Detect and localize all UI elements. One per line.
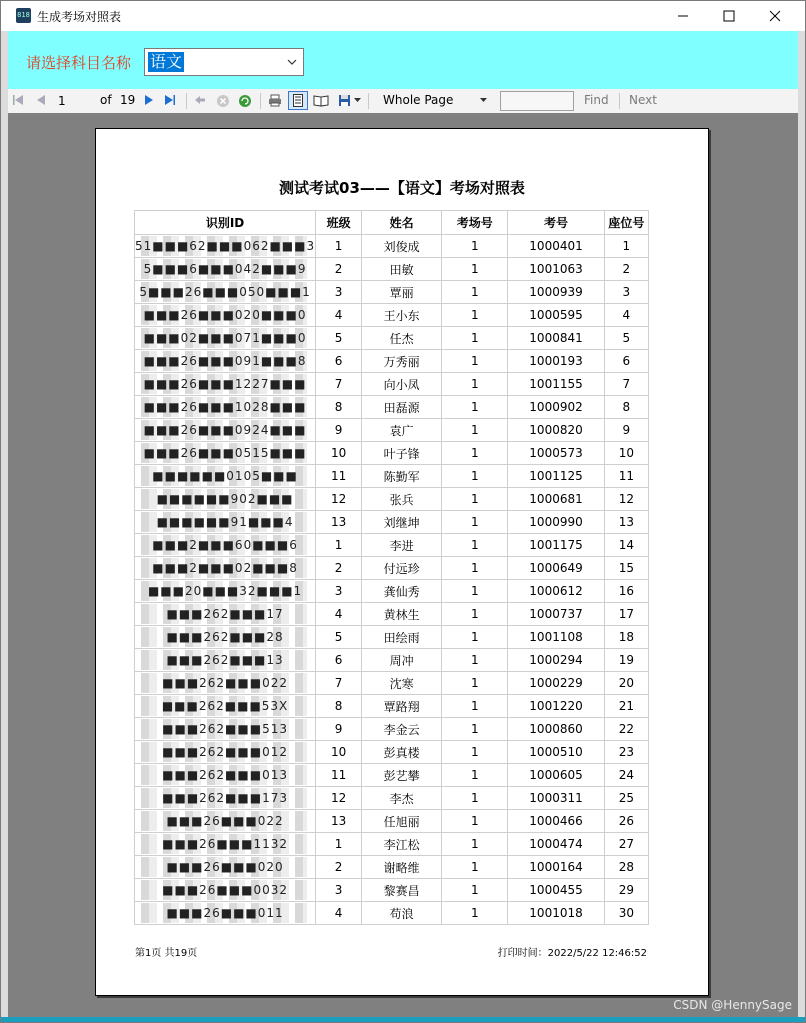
identification-id-text: ■■■26■■■0924■■■	[143, 423, 307, 437]
identification-id-text: 51■■■62■■■062■■■3	[135, 239, 316, 253]
table-row	[135, 672, 649, 695]
find-input[interactable]	[500, 91, 574, 111]
seat-number-cell: 12	[604, 488, 648, 511]
column-header: 座位号	[604, 211, 648, 235]
identification-id-text: ■■■2■■■02■■■8	[152, 561, 298, 575]
toolbar-separator	[619, 93, 620, 109]
last-page-icon[interactable]	[164, 94, 176, 106]
identification-id-text: ■■■26■■■0515■■■	[143, 446, 307, 460]
exam-number-cell: 1000841	[508, 327, 604, 350]
identification-id-text: ■■■■■■902■■■	[156, 492, 294, 506]
exam-number-cell: 1001108	[508, 626, 604, 649]
exam-room-cell: 1	[442, 810, 508, 833]
seat-number-cell: 1	[604, 235, 648, 258]
student-name-cell: 付远珍	[362, 557, 442, 580]
student-name-cell: 任旭丽	[362, 810, 442, 833]
exam-room-cell: 1	[442, 787, 508, 810]
exam-room-cell: 1	[442, 465, 508, 488]
identification-id-cell	[135, 327, 316, 350]
class-cell: 8	[316, 396, 362, 419]
exam-room-cell: 1	[442, 511, 508, 534]
exam-room-cell: 1	[442, 534, 508, 557]
toolbar-separator	[260, 93, 261, 109]
exam-number-cell: 1001220	[508, 695, 604, 718]
identification-id-text: ■■■26■■■1227■■■	[143, 377, 307, 391]
previous-page-icon[interactable]	[36, 94, 46, 106]
exam-number-cell: 1000612	[508, 580, 604, 603]
identification-id-cell	[135, 810, 316, 833]
student-name-cell: 沈寒	[362, 672, 442, 695]
identification-id-cell	[135, 350, 316, 373]
exam-number-cell: 1000939	[508, 281, 604, 304]
class-cell: 12	[316, 787, 362, 810]
exam-number-cell: 1000510	[508, 741, 604, 764]
stop-icon[interactable]	[216, 94, 230, 108]
exam-room-cell: 1	[442, 879, 508, 902]
student-name-cell: 田磊源	[362, 396, 442, 419]
report-page	[95, 128, 709, 996]
exam-room-cell: 1	[442, 488, 508, 511]
identification-id-text: ■■■262■■■012	[162, 745, 288, 759]
exam-room-cell: 1	[442, 626, 508, 649]
maximize-button[interactable]	[706, 0, 752, 31]
table-row	[135, 833, 649, 856]
class-cell: 10	[316, 442, 362, 465]
identification-id-text: ■■■26■■■020	[166, 860, 284, 874]
exam-number-cell: 1000990	[508, 511, 604, 534]
identification-id-text: ■■■26■■■011	[166, 906, 284, 920]
identification-id-text: ■■■02■■■071■■■0	[143, 331, 307, 345]
exam-number-cell: 1001018	[508, 902, 604, 925]
identification-id-cell	[135, 787, 316, 810]
table-row	[135, 787, 649, 810]
student-name-cell: 彭真楼	[362, 741, 442, 764]
table-row	[135, 741, 649, 764]
student-name-cell: 黎赛昌	[362, 879, 442, 902]
student-name-cell: 彭艺攀	[362, 764, 442, 787]
table-row	[135, 304, 649, 327]
seat-number-cell: 14	[604, 534, 648, 557]
identification-id-cell	[135, 465, 316, 488]
student-name-cell: 覃路翔	[362, 695, 442, 718]
exam-room-cell: 1	[442, 603, 508, 626]
table-row	[135, 488, 649, 511]
exam-number-cell: 1000860	[508, 718, 604, 741]
table-row	[135, 419, 649, 442]
student-name-cell: 李杰	[362, 787, 442, 810]
exam-number-cell: 1000902	[508, 396, 604, 419]
seat-number-cell: 22	[604, 718, 648, 741]
page-layout-icon	[293, 94, 303, 107]
class-cell: 5	[316, 327, 362, 350]
seat-number-cell: 13	[604, 511, 648, 534]
subject-selected-value: 语文	[150, 52, 183, 71]
close-button[interactable]	[752, 0, 798, 31]
seat-number-cell: 8	[604, 396, 648, 419]
exam-number-cell: 1000605	[508, 764, 604, 787]
seat-number-cell: 19	[604, 649, 648, 672]
filter-bar	[8, 31, 798, 89]
table-row	[135, 350, 649, 373]
table-row	[135, 603, 649, 626]
seat-number-cell: 11	[604, 465, 648, 488]
seat-number-cell: 26	[604, 810, 648, 833]
export-icon[interactable]	[338, 94, 352, 108]
class-cell: 13	[316, 810, 362, 833]
student-name-cell: 李金云	[362, 718, 442, 741]
exam-number-cell: 1000193	[508, 350, 604, 373]
identification-id-cell	[135, 741, 316, 764]
seat-number-cell: 3	[604, 281, 648, 304]
seat-number-cell: 25	[604, 787, 648, 810]
identification-id-cell	[135, 580, 316, 603]
exam-room-cell: 1	[442, 741, 508, 764]
class-cell: 12	[316, 488, 362, 511]
seat-number-cell: 15	[604, 557, 648, 580]
identification-id-cell	[135, 258, 316, 281]
identification-id-text: ■■■262■■■173	[162, 791, 288, 805]
identification-id-cell	[135, 764, 316, 787]
identification-id-cell	[135, 534, 316, 557]
class-cell: 3	[316, 580, 362, 603]
exam-number-cell: 1000737	[508, 603, 604, 626]
identification-id-text: ■■■262■■■022	[162, 676, 288, 690]
exam-number-cell: 1000474	[508, 833, 604, 856]
identification-id-cell	[135, 373, 316, 396]
identification-id-cell	[135, 419, 316, 442]
exam-room-cell: 1	[442, 902, 508, 925]
identification-id-text: ■■■26■■■0032	[162, 883, 288, 897]
identification-id-cell	[135, 649, 316, 672]
exam-room-cell: 1	[442, 419, 508, 442]
seat-number-cell: 30	[604, 902, 648, 925]
identification-id-cell	[135, 511, 316, 534]
exam-number-cell: 1000164	[508, 856, 604, 879]
exam-number-cell: 1000573	[508, 442, 604, 465]
class-cell: 11	[316, 465, 362, 488]
page-number-input[interactable]: 1	[58, 94, 66, 108]
table-row	[135, 281, 649, 304]
find-next-button[interactable]: Next	[629, 93, 657, 107]
exam-room-cell: 1	[442, 557, 508, 580]
exam-number-cell: 1000681	[508, 488, 604, 511]
identification-id-cell	[135, 879, 316, 902]
table-row	[135, 557, 649, 580]
class-cell: 10	[316, 741, 362, 764]
student-name-cell: 谢略维	[362, 856, 442, 879]
identification-id-text: ■■■26■■■020■■■0	[143, 308, 307, 322]
class-cell: 1	[316, 534, 362, 557]
table-row	[135, 373, 649, 396]
identification-id-text: ■■■262■■■28	[166, 630, 284, 644]
seat-number-cell: 7	[604, 373, 648, 396]
refresh-icon[interactable]	[238, 94, 252, 108]
identification-id-text: ■■■2■■■60■■■6	[152, 538, 298, 552]
table-row	[135, 695, 649, 718]
student-name-cell: 张兵	[362, 488, 442, 511]
watermark: CSDN @HennySage	[673, 998, 792, 1012]
identification-id-cell	[135, 442, 316, 465]
class-cell: 11	[316, 764, 362, 787]
exam-room-cell: 1	[442, 350, 508, 373]
student-name-cell: 王小东	[362, 304, 442, 327]
student-name-cell: 周冲	[362, 649, 442, 672]
subject-select[interactable]	[144, 48, 304, 76]
exam-room-cell: 1	[442, 304, 508, 327]
identification-id-text: ■■■262■■■013	[162, 768, 288, 782]
class-cell: 2	[316, 856, 362, 879]
class-cell: 3	[316, 281, 362, 304]
exam-number-cell: 1001125	[508, 465, 604, 488]
of-label: of	[100, 93, 112, 107]
student-name-cell: 黄林生	[362, 603, 442, 626]
exam-number-cell: 1000401	[508, 235, 604, 258]
exam-room-cell: 1	[442, 281, 508, 304]
exam-number-cell: 1000649	[508, 557, 604, 580]
bottom-border	[0, 1017, 806, 1023]
student-name-cell: 陈勤军	[362, 465, 442, 488]
zoom-dropdown-icon[interactable]	[480, 98, 487, 103]
close-icon	[769, 10, 781, 22]
identification-id-cell	[135, 902, 316, 925]
identification-id-cell	[135, 695, 316, 718]
exam-number-cell: 1000229	[508, 672, 604, 695]
title-bar	[0, 0, 806, 31]
seat-number-cell: 16	[604, 580, 648, 603]
report-title: 测试考试03——【语文】考场对照表	[279, 179, 525, 197]
seat-number-cell: 23	[604, 741, 648, 764]
seat-number-cell: 28	[604, 856, 648, 879]
identification-id-cell	[135, 396, 316, 419]
table-row	[135, 396, 649, 419]
class-cell: 8	[316, 695, 362, 718]
exam-number-cell: 1000820	[508, 419, 604, 442]
exam-number-cell: 1000294	[508, 649, 604, 672]
column-header: 班级	[316, 211, 362, 235]
class-cell: 3	[316, 879, 362, 902]
column-header: 姓名	[362, 211, 442, 235]
print-time-footer: 打印时间：2022/5/22 12:46:52	[497, 948, 647, 959]
exam-room-cell: 1	[442, 856, 508, 879]
total-pages: 19	[120, 93, 136, 107]
exam-room-cell: 1	[442, 672, 508, 695]
seat-number-cell: 4	[604, 304, 648, 327]
identification-id-cell	[135, 281, 316, 304]
identification-id-text: 5■■■6■■■042■■■9	[143, 262, 307, 276]
exam-room-cell: 1	[442, 833, 508, 856]
table-row	[135, 879, 649, 902]
exam-number-cell: 1000455	[508, 879, 604, 902]
student-name-cell: 覃丽	[362, 281, 442, 304]
identification-id-text: ■■■262■■■13	[166, 653, 284, 667]
identification-id-cell	[135, 672, 316, 695]
seat-number-cell: 17	[604, 603, 648, 626]
exam-number-cell: 1000311	[508, 787, 604, 810]
exam-room-cell: 1	[442, 580, 508, 603]
seat-number-cell: 21	[604, 695, 648, 718]
table-row	[135, 649, 649, 672]
seat-number-cell: 10	[604, 442, 648, 465]
identification-id-cell	[135, 833, 316, 856]
class-cell: 4	[316, 603, 362, 626]
exam-room-cell: 1	[442, 718, 508, 741]
seat-number-cell: 2	[604, 258, 648, 281]
exam-number-cell: 1001155	[508, 373, 604, 396]
class-cell: 7	[316, 672, 362, 695]
minimize-icon	[677, 10, 689, 22]
table-row	[135, 902, 649, 925]
student-name-cell: 向小凤	[362, 373, 442, 396]
identification-id-cell	[135, 603, 316, 626]
exam-room-cell: 1	[442, 258, 508, 281]
student-name-cell: 龚仙秀	[362, 580, 442, 603]
table-row	[135, 327, 649, 350]
column-header: 识别ID	[135, 211, 316, 235]
class-cell: 4	[316, 304, 362, 327]
student-name-cell: 田绘雨	[362, 626, 442, 649]
seat-number-cell: 27	[604, 833, 648, 856]
table-row	[135, 718, 649, 741]
class-cell: 1	[316, 235, 362, 258]
zoom-select[interactable]: Whole Page	[383, 93, 454, 107]
subject-label: 请选择科目名称	[26, 54, 132, 72]
student-name-cell: 万秀丽	[362, 350, 442, 373]
class-cell: 2	[316, 258, 362, 281]
table-row	[135, 580, 649, 603]
identification-id-text: ■■■26■■■091■■■8	[143, 354, 307, 368]
student-name-cell: 刘继坤	[362, 511, 442, 534]
seat-number-cell: 20	[604, 672, 648, 695]
exam-room-cell: 1	[442, 373, 508, 396]
table-row	[135, 258, 649, 281]
exam-number-cell: 1000466	[508, 810, 604, 833]
app-icon: 818	[16, 8, 31, 23]
identification-id-cell	[135, 718, 316, 741]
class-cell: 13	[316, 511, 362, 534]
table-row	[135, 465, 649, 488]
table-row	[135, 626, 649, 649]
find-button[interactable]: Find	[584, 93, 609, 107]
exam-room-cell: 1	[442, 442, 508, 465]
minimize-button[interactable]	[660, 0, 706, 31]
exam-room-cell: 1	[442, 695, 508, 718]
class-cell: 6	[316, 350, 362, 373]
identification-id-cell	[135, 235, 316, 258]
identification-id-text: ■■■26■■■1028■■■	[143, 400, 307, 414]
student-name-cell: 任杰	[362, 327, 442, 350]
student-name-cell: 刘俊成	[362, 235, 442, 258]
identification-id-cell	[135, 557, 316, 580]
column-header: 考号	[508, 211, 604, 235]
class-cell: 9	[316, 419, 362, 442]
page-count-footer: 第1页 共19页	[135, 948, 198, 959]
class-cell: 1	[316, 833, 362, 856]
identification-id-cell	[135, 626, 316, 649]
back-icon[interactable]	[194, 94, 206, 106]
class-cell: 5	[316, 626, 362, 649]
seat-number-cell: 5	[604, 327, 648, 350]
first-page-icon[interactable]	[12, 94, 24, 106]
exam-number-cell: 1000595	[508, 304, 604, 327]
exam-room-cell: 1	[442, 764, 508, 787]
seat-number-cell: 6	[604, 350, 648, 373]
student-name-cell: 李江松	[362, 833, 442, 856]
identification-id-text: ■■■26■■■022	[166, 814, 284, 828]
next-page-icon[interactable]	[144, 94, 154, 106]
maximize-icon	[723, 10, 735, 22]
seat-number-cell: 29	[604, 879, 648, 902]
chevron-down-icon	[287, 59, 297, 65]
student-name-cell: 袁广	[362, 419, 442, 442]
toolbar-separator	[368, 93, 369, 109]
column-header: 考场号	[442, 211, 508, 235]
export-dropdown-icon[interactable]	[354, 98, 361, 103]
identification-id-text: ■■■262■■■513	[162, 722, 288, 736]
page-setup-icon[interactable]	[313, 94, 329, 107]
exam-room-cell: 1	[442, 327, 508, 350]
identification-id-cell	[135, 488, 316, 511]
seat-number-cell: 18	[604, 626, 648, 649]
exam-number-cell: 1001175	[508, 534, 604, 557]
class-cell: 9	[316, 718, 362, 741]
class-cell: 7	[316, 373, 362, 396]
exam-room-cell: 1	[442, 649, 508, 672]
exam-room-cell: 1	[442, 396, 508, 419]
identification-id-text: ■■■■■■91■■■4	[156, 515, 294, 529]
class-cell: 6	[316, 649, 362, 672]
table-header-row	[135, 211, 649, 235]
seat-table	[134, 210, 649, 925]
table-row	[135, 534, 649, 557]
exam-number-cell: 1001063	[508, 258, 604, 281]
toolbar-separator	[186, 93, 187, 109]
table-body	[135, 235, 649, 925]
table-row	[135, 856, 649, 879]
identification-id-text: ■■■262■■■17	[166, 607, 284, 621]
table-row	[135, 235, 649, 258]
report-toolbar	[8, 89, 798, 114]
identification-id-cell	[135, 304, 316, 327]
seat-number-cell: 24	[604, 764, 648, 787]
identification-id-text: ■■■20■■■32■■■1	[147, 584, 303, 598]
identification-id-text: ■■■■■■0105■■■	[152, 469, 298, 483]
print-icon[interactable]	[268, 94, 282, 107]
student-name-cell: 苟浪	[362, 902, 442, 925]
class-cell: 4	[316, 902, 362, 925]
window-title: 生成考场对照表	[37, 10, 122, 24]
table-row	[135, 764, 649, 787]
identification-id-text: ■■■262■■■53X	[161, 699, 289, 713]
report-viewer[interactable]	[8, 113, 798, 1017]
class-cell: 2	[316, 557, 362, 580]
table-row	[135, 511, 649, 534]
seat-number-cell: 9	[604, 419, 648, 442]
student-name-cell: 叶子锋	[362, 442, 442, 465]
student-name-cell: 李进	[362, 534, 442, 557]
print-layout-button[interactable]	[288, 91, 308, 110]
identification-id-text: ■■■26■■■1132	[162, 837, 288, 851]
identification-id-text: 5■■■26■■■050■■■1	[139, 285, 311, 299]
exam-room-cell: 1	[442, 235, 508, 258]
table-row	[135, 810, 649, 833]
student-name-cell: 田敏	[362, 258, 442, 281]
identification-id-cell	[135, 856, 316, 879]
table-row	[135, 442, 649, 465]
